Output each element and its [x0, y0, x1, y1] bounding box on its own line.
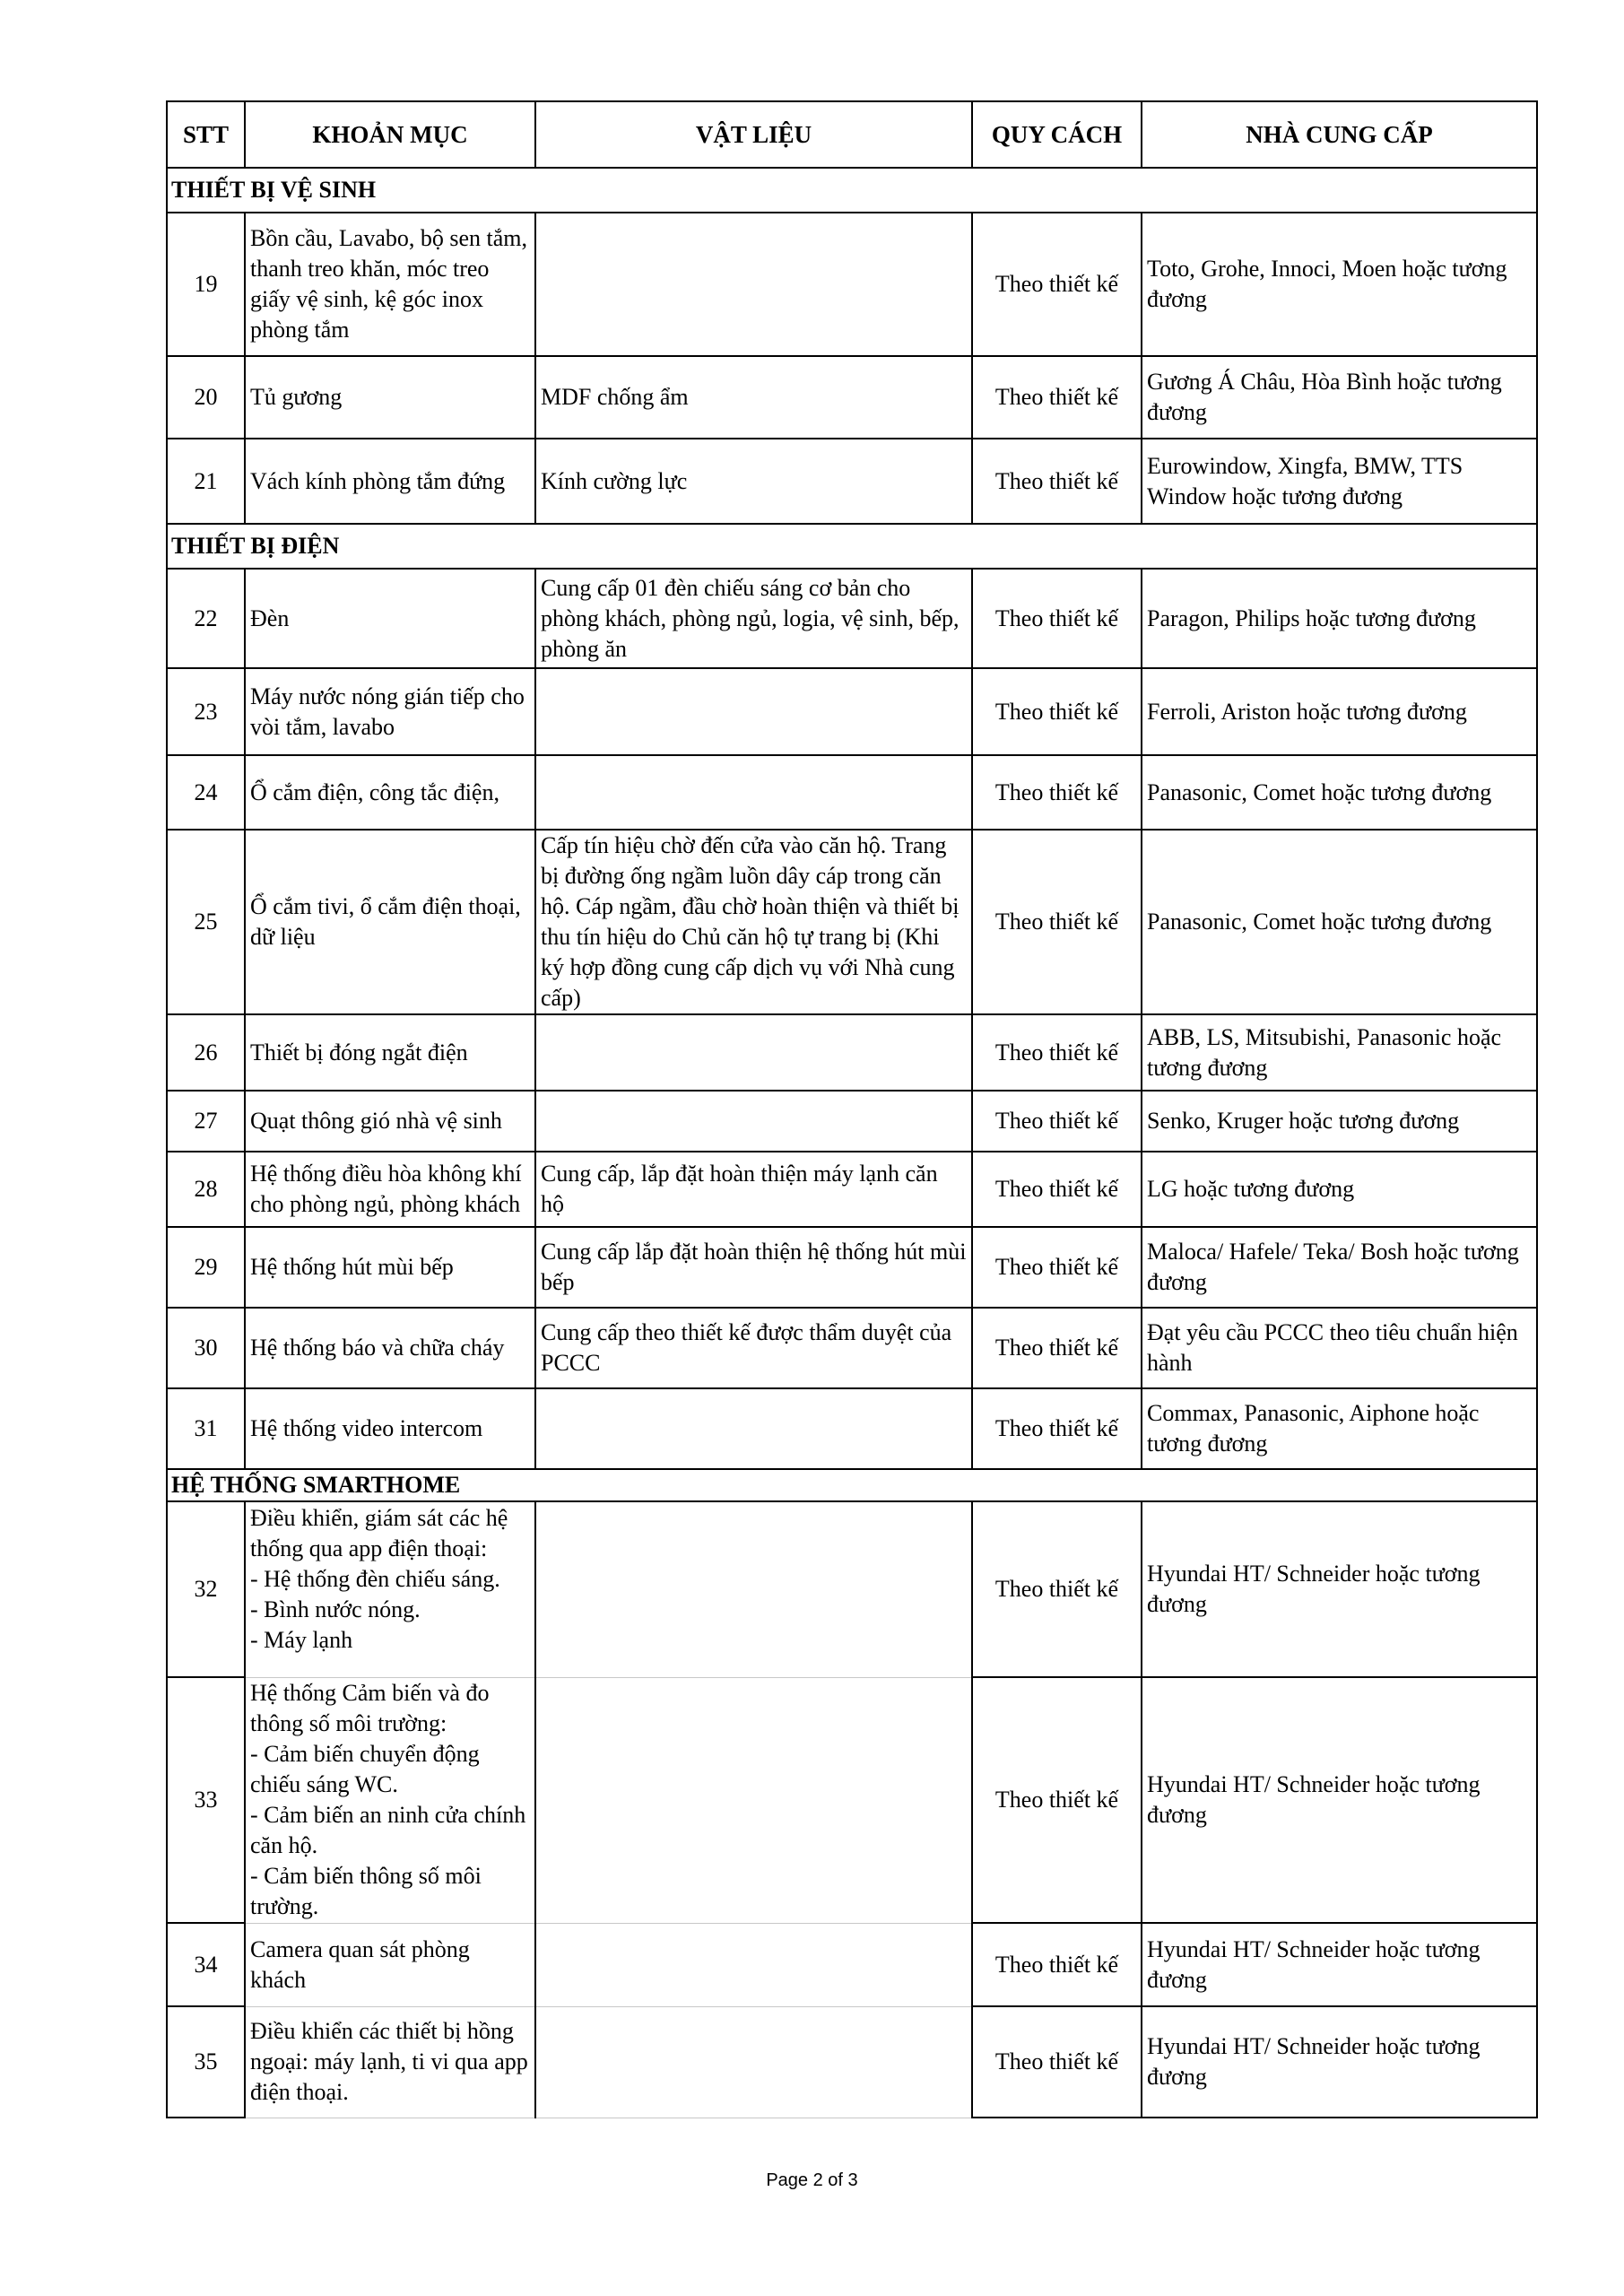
supplier-cell: Hyundai HT/ Schneider hoặc tương đương: [1142, 1923, 1537, 2006]
header-material: VẬT LIỆU: [535, 101, 972, 168]
stt-cell: 26: [167, 1014, 245, 1091]
table-row: [167, 1227, 1537, 1308]
item-cell: Thiết bị đóng ngắt điện: [245, 1014, 535, 1091]
supplier-cell: Eurowindow, Xingfa, BMW, TTS Window hoặc tương đương: [1142, 439, 1537, 524]
item-cell: Điều khiển các thiết bị hồng ngoại: máy lạnh, ti vi qua app điện thoại.: [245, 2006, 535, 2118]
spec-cell: Theo thiết kế: [972, 2006, 1142, 2118]
material-cell: [535, 668, 972, 755]
spec-cell: Theo thiết kế: [972, 1091, 1142, 1152]
supplier-cell: ABB, LS, Mitsubishi, Panasonic hoặc tương đương: [1142, 1014, 1537, 1091]
material-cell: Cung cấp lắp đặt hoàn thiện hệ thống hút mùi bếp: [535, 1227, 972, 1308]
material-cell: [535, 1014, 972, 1091]
item-cell: Hệ thống báo và chữa cháy: [245, 1308, 535, 1388]
item-cell: Đèn: [245, 569, 535, 668]
spec-cell: Theo thiết kế: [972, 1308, 1142, 1388]
supplier-cell: Paragon, Philips hoặc tương đương: [1142, 569, 1537, 668]
header-supplier: NHÀ CUNG CẤP: [1142, 101, 1537, 168]
table-row: [167, 1501, 1537, 1677]
stt-cell: 19: [167, 213, 245, 356]
supplier-cell: Senko, Kruger hoặc tương đương: [1142, 1091, 1537, 1152]
stt-cell: 32: [167, 1501, 245, 1677]
stt-cell: 30: [167, 1308, 245, 1388]
table-row: [167, 1677, 1537, 1923]
material-cell: [535, 1091, 972, 1152]
table-row: [167, 213, 1537, 356]
supplier-cell: Commax, Panasonic, Aiphone hoặc tương đương: [1142, 1388, 1537, 1469]
item-cell: Máy nước nóng gián tiếp cho vòi tắm, lavabo: [245, 668, 535, 755]
supplier-cell: Panasonic, Comet hoặc tương đương: [1142, 755, 1537, 830]
table-row: [167, 1308, 1537, 1388]
item-cell: Ổ cắm điện, công tắc điện,: [245, 755, 535, 830]
stt-cell: 27: [167, 1091, 245, 1152]
material-cell: Kính cường lực: [535, 439, 972, 524]
section-sanitary: THIẾT BỊ VỆ SINH: [167, 168, 1537, 213]
material-cell: Cung cấp theo thiết kế được thẩm duyệt của PCCC: [535, 1308, 972, 1388]
table-row: [167, 755, 1537, 830]
item-cell: Bồn cầu, Lavabo, bộ sen tắm, thanh treo khăn, móc treo giấy vệ sinh, kệ góc inox phòng tắm: [245, 213, 535, 356]
item-cell: Hệ thống hút mùi bếp: [245, 1227, 535, 1308]
spec-cell: Theo thiết kế: [972, 1014, 1142, 1091]
supplier-cell: Hyundai HT/ Schneider hoặc tương đương: [1142, 1501, 1537, 1677]
material-cell: [535, 1388, 972, 1469]
table-row: [167, 439, 1537, 524]
item-cell: Hệ thống video intercom: [245, 1388, 535, 1469]
header-item: KHOẢN MỤC: [245, 101, 535, 168]
supplier-cell: Gương Á Châu, Hòa Bình hoặc tương đương: [1142, 356, 1537, 439]
supplier-cell: Panasonic, Comet hoặc tương đương: [1142, 830, 1537, 1014]
header-spec: QUY CÁCH: [972, 101, 1142, 168]
item-cell: [245, 1152, 535, 1227]
section-row: [167, 1469, 1537, 1501]
spec-cell: Theo thiết kế: [972, 439, 1142, 524]
material-cell: [535, 1923, 972, 2006]
table-row: [167, 1923, 1537, 2006]
item-cell: Ổ cắm tivi, ổ cắm điện thoại, dữ liệu: [245, 830, 535, 1014]
section-row: [167, 168, 1537, 213]
spec-cell: Theo thiết kế: [972, 1152, 1142, 1227]
table-row: [167, 1388, 1537, 1469]
table-row: [167, 2006, 1537, 2118]
header-row: [167, 101, 1537, 168]
stt-cell: 22: [167, 569, 245, 668]
spec-cell: Theo thiết kế: [972, 668, 1142, 755]
table-row: [167, 668, 1537, 755]
material-cell: [535, 2006, 972, 2118]
section-row: [167, 524, 1537, 569]
spec-cell: Theo thiết kế: [972, 1501, 1142, 1677]
supplier-cell: LG hoặc tương đương: [1142, 1152, 1537, 1227]
material-cell: [535, 1501, 972, 1677]
spec-cell: Theo thiết kế: [972, 1923, 1142, 2006]
spec-cell: Theo thiết kế: [972, 1388, 1142, 1469]
spec-cell: Theo thiết kế: [972, 569, 1142, 668]
material-cell: [535, 1677, 972, 1923]
spec-cell: Theo thiết kế: [972, 830, 1142, 1014]
spec-cell: Theo thiết kế: [972, 1677, 1142, 1923]
section-smarthome: HỆ THỐNG SMARTHOME: [167, 1469, 1537, 1501]
supplier-cell: Đạt yêu cầu PCCC theo tiêu chuẩn hiện hành: [1142, 1308, 1537, 1388]
stt-cell: 29: [167, 1227, 245, 1308]
supplier-cell: Ferroli, Ariston hoặc tương đương: [1142, 668, 1537, 755]
specification-table: [166, 100, 1538, 2118]
item-cell: Quạt thông gió nhà vệ sinh: [245, 1091, 535, 1152]
stt-cell: 31: [167, 1388, 245, 1469]
stt-cell: 35: [167, 2006, 245, 2118]
item-cell: [245, 1501, 535, 1677]
section-electrical: THIẾT BỊ ĐIỆN: [167, 524, 1537, 569]
supplier-cell: Maloca/ Hafele/ Teka/ Bosh hoặc tương đương: [1142, 1227, 1537, 1308]
table-row: [167, 356, 1537, 439]
item-cell: Vách kính phòng tắm đứng: [245, 439, 535, 524]
table-row: [167, 830, 1537, 1014]
spec-cell: Theo thiết kế: [972, 1227, 1142, 1308]
stt-cell: 33: [167, 1677, 245, 1923]
spec-cell: Theo thiết kế: [972, 213, 1142, 356]
item-text: Hệ thống điều hòa không khí cho phòng ngủ, phòng khách: [250, 1161, 522, 1217]
stt-cell: 23: [167, 668, 245, 755]
material-cell: [535, 213, 972, 356]
page-footer: Page 2 of 3: [766, 2170, 858, 2190]
stt-cell: 20: [167, 356, 245, 439]
stt-cell: 24: [167, 755, 245, 830]
table-row: [167, 1014, 1537, 1091]
material-cell: MDF chống ẩm: [535, 356, 972, 439]
stt-cell: 34: [167, 1923, 245, 2006]
item-cell: Hệ thống Cảm biến và đo thông số môi trường: - Cảm biến chuyển động chiếu sáng WC. - Cảm biến an ninh cửa chính căn hộ. - Cảm biến thông số môi trường.: [245, 1677, 535, 1923]
spec-cell: Theo thiết kế: [972, 755, 1142, 830]
material-cell: Cấp tín hiệu chờ đến cửa vào căn hộ. Trang bị đường ống ngầm luồn dây cáp trong căn hộ. Cáp ngầm, đầu chờ hoàn thiện và thiết bị thu tín hiệu do Chủ căn hộ tự trang bị (Khi ký hợp đồng cung cấp dịch vụ với Nhà cung cấp): [535, 830, 972, 1014]
supplier-cell: Toto, Grohe, Innoci, Moen hoặc tương đương: [1142, 213, 1537, 356]
supplier-cell: Hyundai HT/ Schneider hoặc tương đương: [1142, 2006, 1537, 2118]
spec-cell: Theo thiết kế: [972, 356, 1142, 439]
item-text: Điều khiển, giám sát các hệ thống qua app điện thoại: - Hệ thống đèn chiếu sáng. - Bình nước nóng. - Máy lạnh: [250, 1505, 508, 1654]
stt-cell: 28: [167, 1152, 245, 1227]
item-cell: Tủ gương: [245, 356, 535, 439]
material-cell: Cung cấp, lắp đặt hoàn thiện máy lạnh căn hộ: [535, 1152, 972, 1227]
stt-cell: 21: [167, 439, 245, 524]
supplier-cell: Hyundai HT/ Schneider hoặc tương đương: [1142, 1677, 1537, 1923]
header-stt: STT: [167, 101, 245, 168]
material-cell: [535, 755, 972, 830]
stt-cell: 25: [167, 830, 245, 1014]
table-row: [167, 1152, 1537, 1227]
table-row: [167, 569, 1537, 668]
table-row: [167, 1091, 1537, 1152]
item-cell: Camera quan sát phòng khách: [245, 1923, 535, 2006]
material-cell: Cung cấp 01 đèn chiếu sáng cơ bản cho phòng khách, phòng ngủ, logia, vệ sinh, bếp, phòng ăn: [535, 569, 972, 668]
